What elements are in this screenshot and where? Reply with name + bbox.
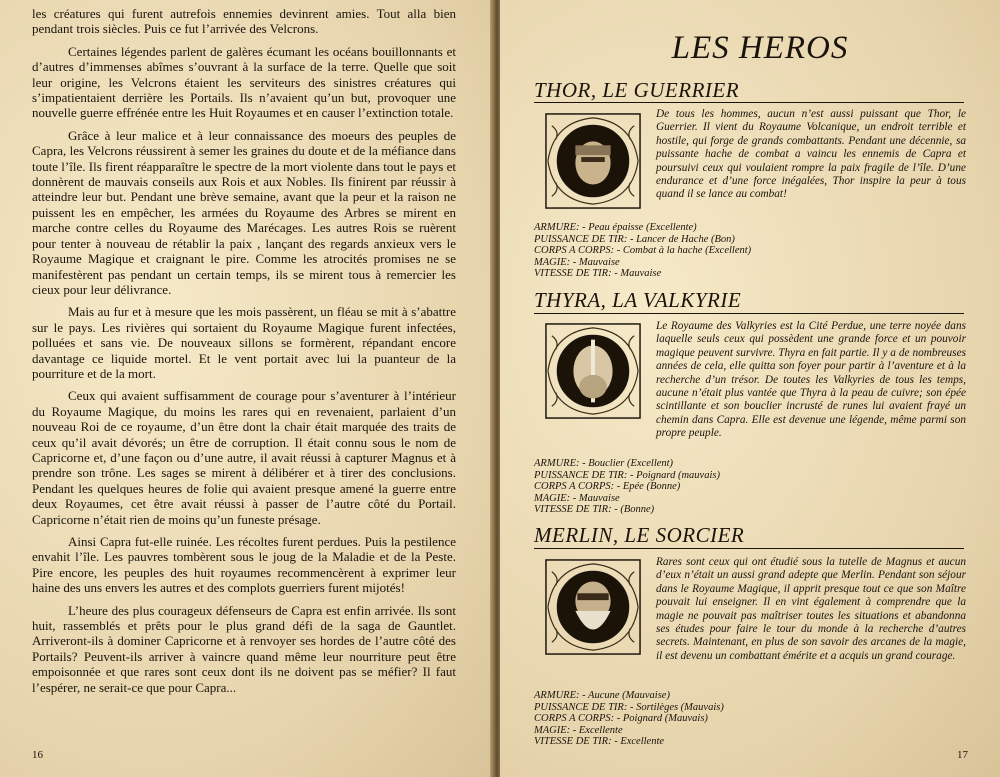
paragraph: L’heure des plus courageux défenseurs de Capra est enfin arrivée. Ils sont huit, rassemblés et prêts pour le plus grand défi de la saga de Gauntlet. Arriveront-ils à dominer Capricorne et à renvoyer ses hordes de l’autre côté des Portails? Peuvent-ils arriver à vaincre quand même leur nourriture peut être empoisonnée et que rares sont ceux dont ils ne doivent pas se méfier? Il faut l’espérer, ne serait-ce que pour Capra...: [32, 602, 456, 695]
stat-line: VITESSE DE TIR: - (Bonne): [534, 504, 655, 516]
page-number-right: 17: [957, 749, 968, 761]
hero-stats-thyra: [534, 458, 954, 516]
stat-line: VITESSE DE TIR: - Excellente: [534, 736, 665, 748]
page-number-left: 16: [32, 749, 43, 761]
section-rule: [534, 102, 964, 103]
paragraph: Grâce à leur malice et à leur connaissance des moeurs des peuples de Capra, les Velcrons réussirent à semer les graines du doute et de la méfiance dans toute l’île. Ils firent réapparaître le spectre de la mort violente dans tout le pays et donnèrent de mauvais conseils aux Rois et aux Nobles. Ils finirent par réussir à atteindre leur but. Pendant une brève semaine, avant que la peur et la raison ne puissent les en empêcher, les armées du Royaume des Arbres se mirent en marche contre celles du Royaume des Marécages. Les autres Rois se ruèrent pour tenter à nouveau de rétablir la paix , lançant des regards anxieux vers le Royaume Magique et craignant le pire. Comme les atrocités promises ne se manifestèrent pas pendant un certain temps, ils se mirent tous à remercier les cieux pour leur délivrance.: [32, 127, 456, 297]
stat-line: ARMURE: - Peau épaisse (Excellente): [534, 222, 697, 233]
paragraph: les créatures qui furent autrefois ennemies devinrent amies. Tout alla bien pendant trois siècles. Puis ce fut l’arrivée des Velcrons.: [32, 6, 456, 37]
stat-line: CORPS A CORPS: - Combat à la hache (Excellent): [534, 245, 752, 257]
section-rule: [534, 548, 964, 549]
stat-line: ARMURE: - Bouclier (Excellent): [534, 458, 674, 469]
thor-portrait-image: [544, 112, 642, 210]
stat-line: MAGIE: - Mauvaise: [534, 256, 620, 268]
stat-line: CORPS A CORPS: - Poignard (Mauvais): [534, 713, 708, 725]
stat-line: PUISSANCE DE TIR: - Lancer de Hache (Bon): [534, 233, 735, 245]
left-page: [0, 0, 494, 777]
stat-line: MAGIE: - Excellente: [534, 724, 623, 736]
hero-name-merlin: MERLIN, LE SORCIER: [534, 523, 745, 547]
right-page: [500, 0, 1000, 777]
merlin-portrait-image: [544, 558, 642, 656]
stat-line: PUISSANCE DE TIR: - Poignard (mauvais): [534, 469, 720, 481]
paragraph: Ainsi Capra fut-elle ruinée. Les récoltes furent perdues. Puis la pestilence envahit l’île. Les pauvres tombèrent sous le joug de la Maladie et de la Peste. Pire encore, les peuples des huit royaumes recommencèrent à exprimer leur haine des uns envers les autres et des complots guerriers furent mijotés!: [32, 534, 456, 596]
hero-stats-merlin: [534, 690, 954, 748]
stat-line: MAGIE: - Mauvaise: [534, 492, 620, 504]
page-title: LES HEROS: [671, 30, 849, 66]
thyra-portrait-image: [544, 322, 642, 420]
stat-line: VITESSE DE TIR: - Mauvaise: [534, 268, 662, 280]
hero-description-thor: De tous les hommes, aucun n’est aussi puissant que Thor, le Guerrier. Il vient du Royaume Volcanique, un endroit terrible et hostile, qui forge de grands combattants. Pendant une décennie, sa puissante hache de combat a vaincu les ennemis de Capra et poursuivi ceux qui voulaient rompre la paix fragile de l’île. D’une endurance et d’une force inégalées, Thor inspire la peur à tous quand il se lance au combat!: [656, 108, 966, 201]
paragraph: Certaines légendes parlent de galères écumant les océans bouillonnants et d’autres d’immenses abîmes s’ouvrant à la surface de la terre. Quelle que soit leur origine, les Velcrons étaient les serviteurs des sinistres créatures qui s’impatientaient derrière les Portails. Ils n’avaient qu’un but, provoquer une nouvelle guerre effrénée entre les Huit Royaumes et en causer l’extinction totale.: [32, 43, 456, 121]
paragraph: Mais au fur et à mesure que les mois passèrent, un fléau se mit à s’abattre sur le pays. Les rivières qui sortaient du Royaume Magique furent infectées, polluées et sans vie. De nouveaux sillons se formèrent, répandant encore davantage ce liquide mortel. Et le vent portait avec lui la puanteur de la pourriture et de la mort.: [32, 304, 456, 381]
hero-name-thor: THOR, LE GUERRIER: [534, 78, 740, 102]
section-rule: [534, 313, 964, 314]
left-page-text: [32, 6, 456, 695]
stat-line: CORPS A CORPS: - Epée (Bonne): [534, 481, 681, 493]
paragraph: Ceux qui avaient suffisamment de courage pour s’aventurer à l’intérieur du Royaume Magique, du moins les rares qui en revenaient, parlaient d’un nouveau Roi de ce royaume, d’un être dont la chair était marquée des traits de ceux qu’il avait dévorés; un être de corruption. Il était connu sous le nom de Capricorne et, d’une façon ou d’une autre, il avait réussi à capturer Magnus et à prendre son trône. Les sages se mirent à délibérer et à tirer des conclusions. Pendant les quelques heures de folie qui avaient presque amené la guerre entre deux Royaumes, cet être avait réussi à passer de l’autre côté du Portail. Capricorne n’était rien de moins qu’un funeste présage.: [32, 388, 456, 527]
hero-description-thyra: Le Royaume des Valkyries est la Cité Perdue, une terre noyée dans laquelle seuls ceux qui possèdent une grande force et un pouvoir magique peuvent survivre. Thyra en fait partie. Il y a de nombreuses années de cela, elle quitta son foyer pour partir à l’aventure et à la recherche d’un trésor. De toutes les Valkyries de tous les temps, aucune n’était plus vantée que Thyra à la peau de cuivre; son épée scintillante et son bouclier incrusté de runes lui avaient frayé un chemin dans Capra. Elle est devenue une légende, même parmi son propre peuple.: [656, 320, 966, 440]
stat-line: ARMURE: - Aucune (Mauvaise): [534, 690, 670, 701]
hero-name-thyra: THYRA, LA VALKYRIE: [534, 288, 742, 312]
hero-stats-thor: [534, 222, 954, 280]
hero-description-merlin: Rares sont ceux qui ont étudié sous la tutelle de Magnus et aucun d’eux n’était un aussi grand adepte que Merlin. Pendant son séjour dans le Royaume Magique, il apprit presque tout ce que son Maître pouvait lui enseigner. Il en vint également à comprendre que la magie ne pouvait pas maîtriser toutes les situations et abandonna ses études pour faire le tour du monde à la recherche d’autres secrets. Maintenant, en plus de son savoir des arcanes de la magie, il est devenu un combattant émérite et a acquis un grand courage.: [656, 556, 966, 662]
stat-line: PUISSANCE DE TIR: - Sortilèges (Mauvais): [534, 701, 724, 713]
